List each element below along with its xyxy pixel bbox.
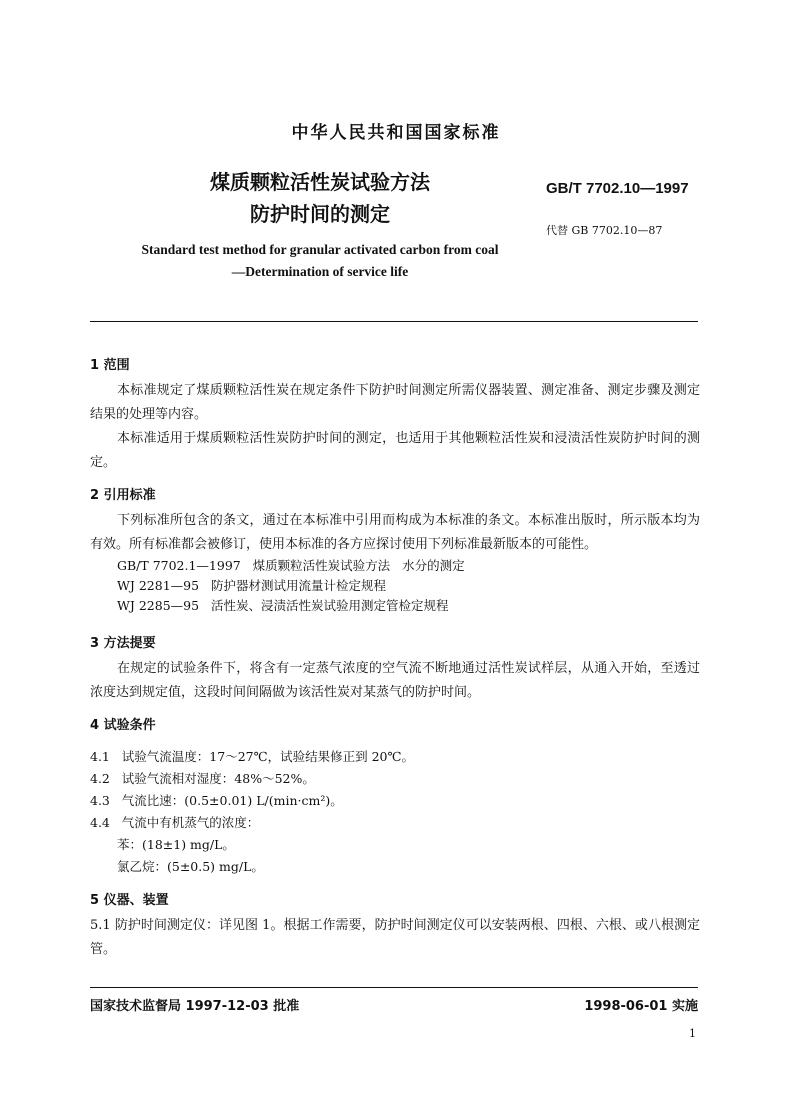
section-3-paragraph-1: 在规定的试验条件下，将含有一定蒸气浓度的空气流不断地通过活性炭试样层，从通入开始，至透过浓度达到规定值，这段时间间隔做为该活性炭对某蒸气的防护时间。	[90, 661, 700, 700]
country-standard-heading: 中华人民共和国国家标准	[291, 123, 501, 143]
implementation-date: 1998-06-01 实施	[584, 999, 698, 1014]
clause-4-4: 4.4 气流中有机蒸气的浓度：	[90, 815, 260, 830]
section-4-heading: 4 试验条件	[90, 718, 156, 733]
replaces-standard: 代替 GB 7702.10—87	[546, 224, 663, 237]
standard-number: GB/T 7702.10—1997	[546, 180, 689, 197]
section-1-paragraph-2: 本标准适用于煤质颗粒活性炭防护时间的测定，也适用于其他颗粒活性炭和浸渍活性炭防护时间的测定。	[90, 431, 700, 470]
clause-5-1: 5.1 防护时间测定仪：详见图 1。根据工作需要，防护时间测定仪可以安装两根、四根、六根、或八根测定管。	[90, 918, 700, 957]
section-1-heading: 1 范围	[90, 358, 130, 373]
clause-4-4-benzene: 苯：(18±1) mg/L。	[117, 837, 235, 852]
document-subtitle: 防护时间的测定	[250, 202, 390, 226]
reference-item: WJ 2281—95 防护器材测试用流量计检定规程	[117, 578, 386, 593]
clause-4-3: 4.3 气流比速：(0.5±0.01) L/(min·cm²)。	[90, 793, 343, 808]
english-title: Standard test method for granular activated carbon from coal	[141, 242, 499, 257]
english-subtitle: —Determination of service life	[231, 264, 409, 279]
section-2-heading: 2 引用标准	[90, 488, 156, 503]
reference-item: GB/T 7702.1—1997 煤质颗粒活性炭试验方法 水分的测定	[117, 558, 465, 573]
clause-4-4-chloroethane: 氯乙烷：(5±0.5) mg/L。	[117, 859, 264, 874]
footer-divider	[90, 987, 698, 988]
document-title: 煤质颗粒活性炭试验方法	[210, 170, 430, 194]
page-number: 1	[689, 1027, 696, 1040]
approval-date: 国家技术监督局 1997-12-03 批准	[90, 999, 300, 1014]
section-1-paragraph-1: 本标准规定了煤质颗粒活性炭在规定条件下防护时间测定所需仪器装置、测定准备、测定步骤及测定结果的处理等内容。	[90, 383, 700, 422]
clause-4-2: 4.2 试验气流相对湿度：48%～52%。	[90, 771, 315, 786]
reference-item: WJ 2285—95 活性炭、浸渍活性炭试验用测定管检定规程	[117, 598, 449, 613]
section-2-paragraph-1: 下列标准所包含的条文，通过在本标准中引用而构成为本标准的条文。本标准出版时，所示版本均为有效。所有标准都会被修订，使用本标准的各方应探讨使用下列标准最新版本的可能性。	[90, 513, 700, 552]
clause-4-1: 4.1 试验气流温度：17～27℃，试验结果修正到 20℃。	[90, 749, 414, 764]
header-divider	[90, 321, 698, 322]
section-5-heading: 5 仪器、装置	[90, 893, 169, 908]
section-3-heading: 3 方法提要	[90, 636, 156, 651]
